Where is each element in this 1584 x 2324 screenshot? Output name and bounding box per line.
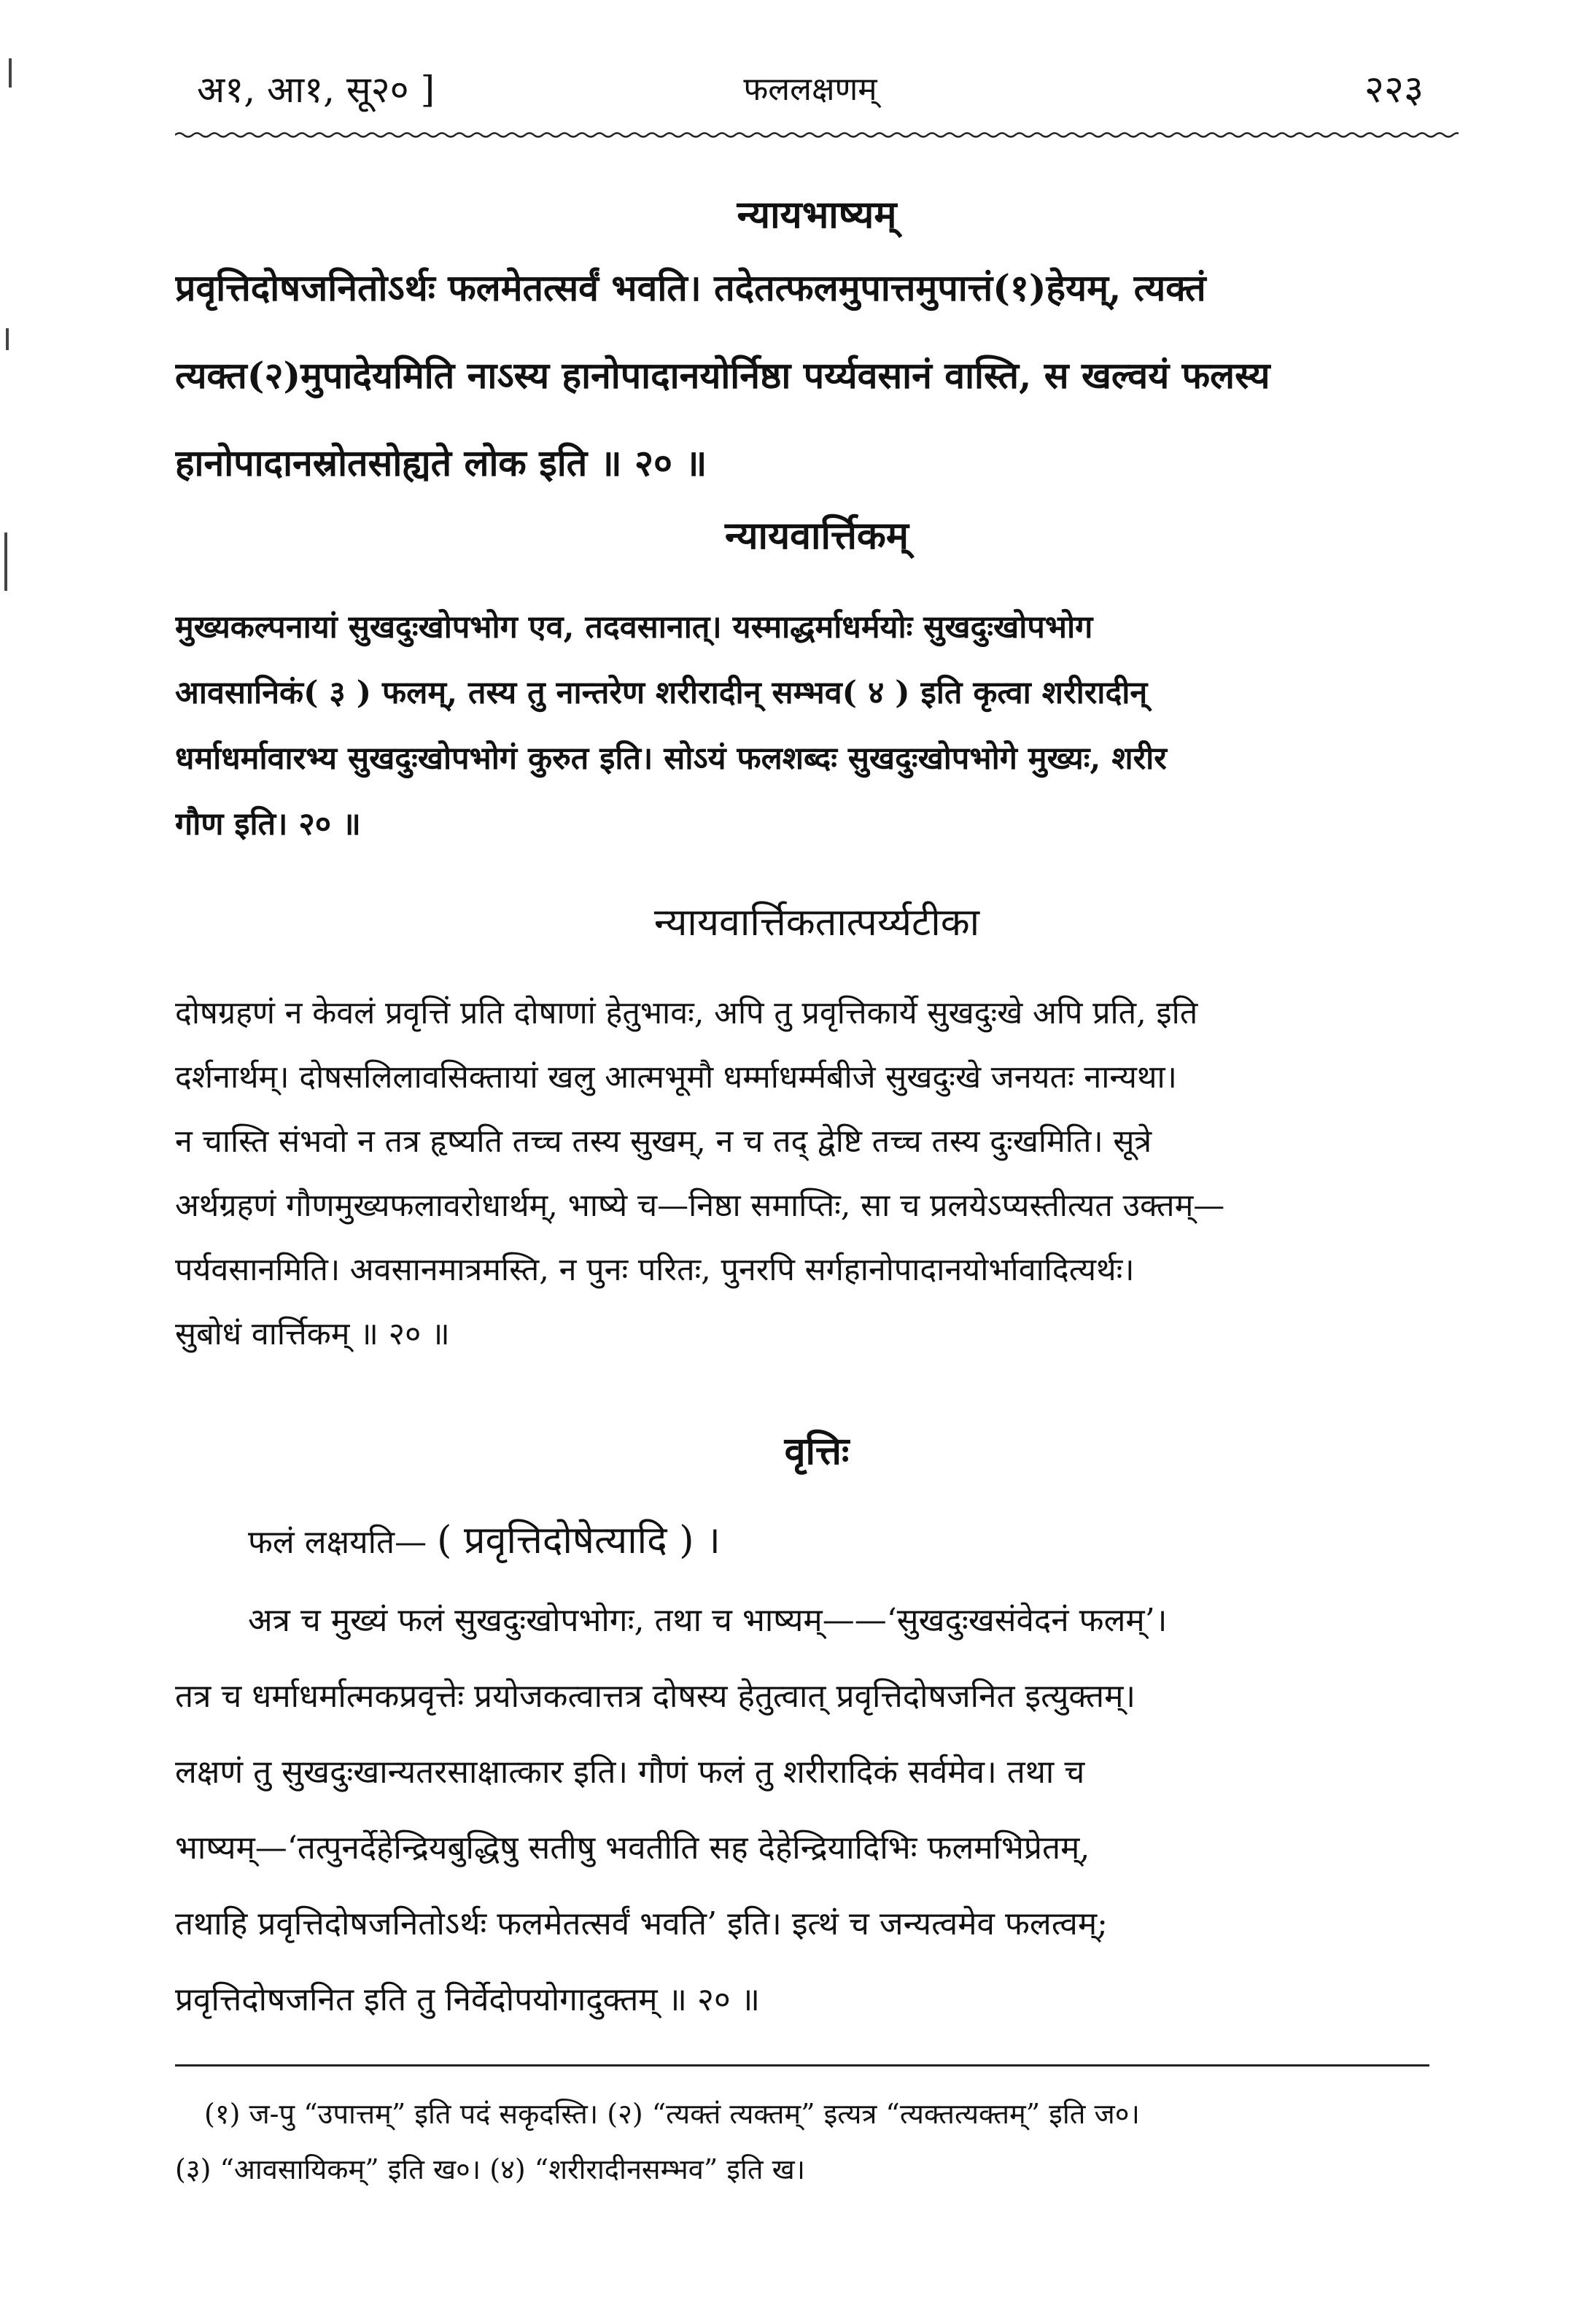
tika-text <box>175 981 1459 1366</box>
tika-line: दर्शनार्थम्। दोषसलिलावसिक्तायां खलु आत्मभूमौ धर्म्माधर्म्मबीजे सुखदुःखे जनयतः नान्यथा। <box>175 1059 1177 1096</box>
footnote-line: (१) ज-पु “उपात्तम्” इति पदं सकृदस्ति। (२) “त्यक्तं त्यक्तम्” इत्यत्र “त्यक्तत्यक्तम्” इति ज०। <box>204 2098 1140 2130</box>
tika-line: न चास्ति संभवो न तत्र हृष्यति तच्च तस्य सुखम्, न च तद् द्वेष्टि तच्च तस्य दुःखमिति। सूत्रे <box>175 1123 1152 1160</box>
page-number: २२३ <box>1364 68 1424 112</box>
tika-title: न्यायवार्त्तिकतात्पर्य्यटीका <box>653 901 980 945</box>
vritti-intro <box>248 1503 1459 1581</box>
vritti-line: प्रवृत्तिदोषजनित इति तु निर्वेदोपयोगादुक्तम् ॥ २० ॥ <box>175 1981 761 2018</box>
vartika-text <box>175 594 1459 857</box>
bhashya-title: न्यायभाष्यम् <box>737 193 897 237</box>
vritti-line: तथाहि प्रवृत्तिदोषजनितोऽर्थः फलमेतत्सर्वं भवति’ इति। इत्थं च जन्यत्वमेव फलत्वम्; <box>175 1905 1108 1943</box>
tika-line: अर्थग्रहणं गौणमुख्यफलावरोधार्थम्, भाष्ये च—निष्ठा समाप्तिः, सा च प्रलयेऽप्यस्तीत्यत उक्तम्— <box>175 1188 1225 1224</box>
vartika-line: गौण इति। २० ॥ <box>175 806 361 843</box>
vritti-intro-quote: ( प्रवृत्तिदोषेत्यादि ) । <box>437 1519 721 1562</box>
bhashya-text <box>175 244 1459 507</box>
vritti-line: तत्र च धर्माधर्मात्मकप्रवृत्तेः प्रयोजकत्वात्तत्र दोषस्य हेतुत्वात् प्रवृत्तिदोषजनित इत्युक्तम्। <box>175 1678 1136 1715</box>
scan-edge-mark <box>9 58 12 88</box>
vritti-intro-label: फलं लक्षयति— <box>248 1524 427 1561</box>
vritti-title: वृत्तिः <box>784 1429 850 1473</box>
running-header <box>175 57 1445 123</box>
header-title: फललक्षणम् <box>743 71 877 108</box>
vritti-text <box>175 1583 1459 2038</box>
tika-line: पर्यवसानमिति। अवसानमात्रमस्ति, न पुनः परितः, पुनरपि सर्गहानोपादानयोर्भावादित्यर्थः। <box>175 1252 1135 1288</box>
tika-line: दोषग्रहणं न केवलं प्रवृत्तिं प्रति दोषाणां हेतुभावः, अपि तु प्रवृत्तिकार्ये सुखदुःखे अपि प्रति, इति <box>175 995 1198 1031</box>
header-wavy-rule <box>175 124 1459 146</box>
vritti-line: लक्षणं तु सुखदुःखान्यतरसाक्षात्कार इति। गौणं फलं तु शरीरादिकं सर्वमेव। तथा च <box>175 1754 1085 1791</box>
vritti-line: भाष्यम्—‘तत्पुनर्देहेन्द्रियबुद्धिषु सतीषु भवतीति सह देहेन्द्रियादिभिः फलमभिप्रेतम्, <box>175 1829 1090 1867</box>
vartika-line: धर्माधर्मावारभ्य सुखदुःखोपभोगं कुरुत इति। सोऽयं फलशब्दः सुखदुःखोपभोगे मुख्यः, शरीर <box>175 740 1167 777</box>
footnote-rule <box>175 2064 1429 2067</box>
vartika-line: आवसानिकं( ३ ) फलम्, तस्य तु नान्तरेण शरीरादीन् सम्भव( ४ ) इति कृत्वा शरीरादीन् <box>175 675 1148 711</box>
header-reference: अ१, आ१, सू२० ] <box>197 69 435 111</box>
scan-edge-mark <box>4 532 7 591</box>
bhashya-line: त्यक्त(२)मुपादेयमिति नाऽस्य हानोपादानयोर्निष्ठा पर्य्यवसानं वास्ति, स खल्वयं फलस्य <box>175 354 1270 397</box>
vartika-title: न्यायवार्त्तिकम् <box>725 514 909 558</box>
footnote-line: (३) “आवसायिकम्” इति ख०। (४) “शरीरादीनसम्भव” इति ख। <box>175 2153 806 2185</box>
bhashya-line: हानोपादानस्रोतसोह्यते लोक इति ॥ २० ॥ <box>175 441 707 484</box>
scan-edge-mark <box>6 328 9 350</box>
bhashya-line: प्रवृत्तिदोषजनितोऽर्थः फलमेतत्सर्वं भवति। तदेतत्फलमुपात्तमुपात्तं(१)हेयम्, त्यक्तं <box>175 266 1206 309</box>
vartika-line: मुख्यकल्पनायां सुखदुःखोपभोग एव, तदवसानात्। यस्माद्धर्माधर्मयोः सुखदुःखोपभोग <box>175 609 1093 646</box>
vritti-line: अत्र च मुख्यं फलं सुखदुःखोपभोगः, तथा च भाष्यम्——‘सुखदुःखसंवेदनं फलम्’। <box>248 1602 1168 1639</box>
tika-line: सुबोधं वार्त्तिकम् ॥ २० ॥ <box>175 1316 450 1352</box>
